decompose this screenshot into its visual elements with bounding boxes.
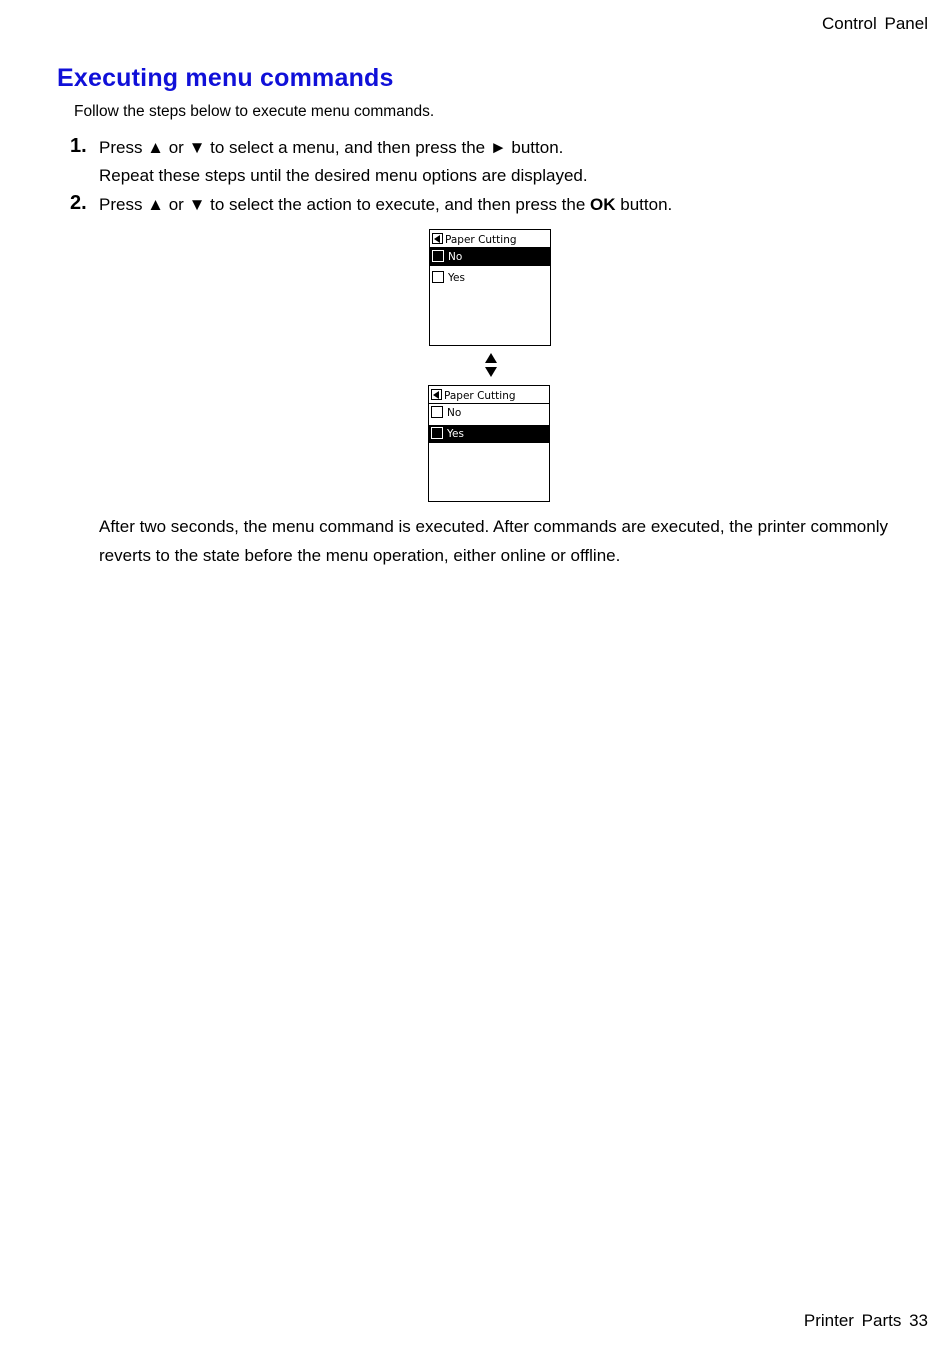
- lcd-screen-no-selected: [429, 229, 551, 346]
- checkbox-icon: [432, 250, 444, 262]
- step-number: 1.: [70, 135, 87, 157]
- step-text-start: Press ▲ or ▼ to select the action to execute, and then press the: [99, 195, 591, 214]
- checkbox-icon: [431, 406, 443, 418]
- lcd-header: [430, 230, 550, 248]
- page-title: Executing menu commands: [57, 64, 394, 92]
- page-header: Control Panel: [821, 14, 928, 33]
- lcd-menu-title: Paper Cutting: [445, 234, 517, 246]
- step-number: 2.: [70, 192, 87, 214]
- left-arrow-icon: [431, 389, 442, 400]
- lcd-menu-title: Paper Cutting: [444, 390, 516, 402]
- footer-section: Printer Parts: [803, 1311, 902, 1330]
- lcd-option-label: No: [448, 251, 463, 263]
- checkbox-icon: [432, 271, 444, 283]
- checkbox-icon: [431, 427, 443, 439]
- ok-button-label: OK: [590, 195, 616, 214]
- step-text-continued: Repeat these steps until the desired menu options are displayed.: [99, 166, 588, 185]
- lcd-option-label: No: [447, 407, 462, 419]
- down-triangle-icon: [485, 367, 497, 377]
- step-text: Press ▲ or ▼ to select a menu, and then press the ► button.: [99, 138, 564, 157]
- up-down-arrow-icon: [484, 353, 498, 379]
- step-text: [99, 191, 672, 219]
- page-number: 33: [909, 1311, 928, 1330]
- lcd-option-label: Yes: [448, 272, 465, 284]
- lcd-header: [429, 386, 549, 404]
- lcd-option-no: [429, 404, 549, 422]
- left-arrow-icon: [432, 233, 443, 244]
- lcd-screen-yes-selected: [428, 385, 550, 502]
- lcd-option-no: [430, 248, 550, 266]
- step-text-end: button.: [615, 195, 673, 214]
- up-triangle-icon: [485, 353, 497, 363]
- lcd-option-yes: [429, 425, 549, 443]
- result-paragraph: After two seconds, the menu command is executed. After commands are executed, the printer commonly reverts to the state before the menu operation, either online or offline.: [99, 517, 888, 565]
- lcd-option-label: Yes: [447, 428, 464, 440]
- intro-text: Follow the steps below to execute menu commands.: [74, 103, 435, 120]
- page-footer: [804, 1311, 928, 1331]
- lcd-option-yes: [430, 269, 550, 287]
